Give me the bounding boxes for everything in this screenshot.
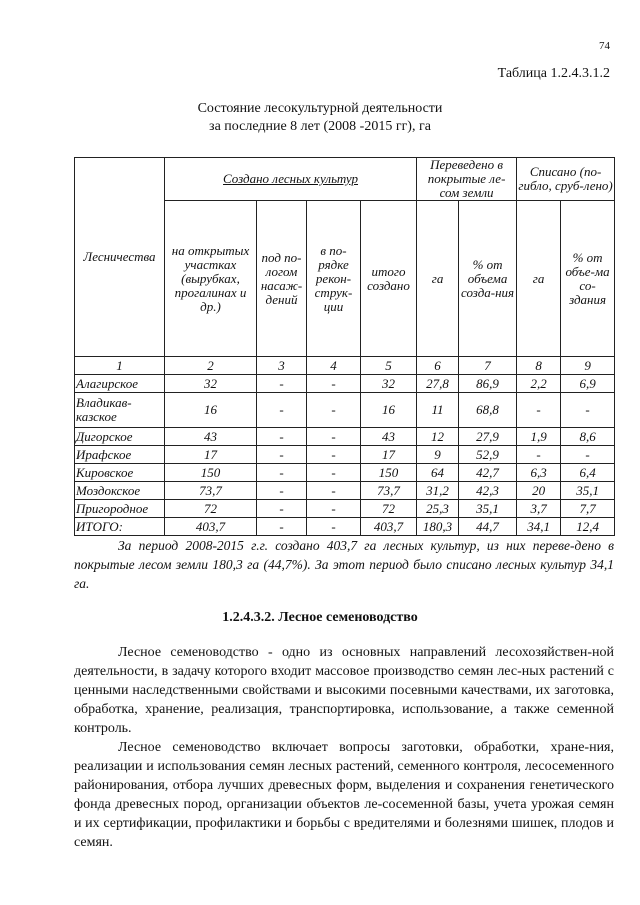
cell: 180,3 (417, 518, 459, 536)
table-row (75, 446, 615, 464)
cell: 32 (361, 375, 417, 393)
cell: 11 (417, 393, 459, 428)
cell: - (257, 393, 307, 428)
column-number: 8 (517, 357, 561, 375)
forestry-name: Владикав-казское (75, 393, 165, 428)
cell: 6,4 (561, 464, 615, 482)
cell: 35,1 (459, 500, 517, 518)
cell: - (307, 446, 361, 464)
cell: - (307, 428, 361, 446)
forestry-name: Дигорское (75, 428, 165, 446)
cell: 12,4 (561, 518, 615, 536)
table-row (75, 428, 615, 446)
col-reconstruction-header: в по-рядке рекон-струк-ции (307, 201, 361, 357)
table-row (75, 464, 615, 482)
cell: - (517, 446, 561, 464)
column-number: 7 (459, 357, 517, 375)
cell: 150 (165, 464, 257, 482)
col-total-created-header: итого создано (361, 201, 417, 357)
paragraph-2: Лесное семеноводство включает вопросы заготовки, обработки, хране-ния, реализации и использования семян лесных растений, семенного контроля, лесосеменного районирования, отбора лучших древесных форм, выделения и сохранения генетического фонда древесных пород, организации объектов ле-сосеменной базы, учета урожая семян и их сертификации, профилактики и борьбы с вредителями и болезнями шишек, плодов и семян. (74, 740, 614, 850)
cell: 52,9 (459, 446, 517, 464)
cell: 73,7 (165, 482, 257, 500)
cell: 31,2 (417, 482, 459, 500)
group-created-header: Создано лесных культур (165, 158, 417, 201)
cell: 6,3 (517, 464, 561, 482)
cell: 72 (165, 500, 257, 518)
col-pct-2-header: % от объе-ма со-здания (561, 201, 615, 357)
cell: 43 (361, 428, 417, 446)
cell: 73,7 (361, 482, 417, 500)
cell: - (257, 518, 307, 536)
col-ha-1-header: га (417, 201, 459, 357)
col-pct-1-header: % от объема созда-ния (459, 201, 517, 357)
table-label: Таблица 1.2.4.3.1.2 (497, 66, 610, 81)
cell: 150 (361, 464, 417, 482)
cell: 16 (361, 393, 417, 428)
table-row (75, 393, 615, 428)
summary-note: За период 2008-2015 г.г. создано 403,7 га лесных культур, из них переве-дено в покрытые лесом земли 180,3 га (44,7%). За этот период было списано лесных культур 34,1 га. (74, 538, 614, 591)
column-number: 9 (561, 357, 615, 375)
cell: 17 (361, 446, 417, 464)
cell: - (257, 482, 307, 500)
cell: 7,7 (561, 500, 615, 518)
cell: 44,7 (459, 518, 517, 536)
paragraph-1: Лесное семеноводство - одно из основных направлений лесохозяйствен-ной деятельности, в задачу которого входит массовое производство семян лес-ных растений с ценными наследственными свойствами и высокими посевными качествами, их заготовка, обработка, хранение, реализация, транспортировка, использование, а также семенной контроль. (74, 645, 614, 736)
column-number: 3 (257, 357, 307, 375)
cell: 1,9 (517, 428, 561, 446)
cell: - (307, 464, 361, 482)
section-heading: 1.2.4.3.2. Лесное семеноводство (222, 610, 418, 625)
cell: - (307, 375, 361, 393)
cell: 27,8 (417, 375, 459, 393)
column-number: 1 (75, 357, 165, 375)
table-caption (0, 100, 640, 136)
column-number-row (75, 357, 615, 375)
cell: 16 (165, 393, 257, 428)
cell: 86,9 (459, 375, 517, 393)
cell: - (307, 393, 361, 428)
cell: 17 (165, 446, 257, 464)
col-under-canopy-header: под по-логом насаж-дений (257, 201, 307, 357)
column-number: 5 (361, 357, 417, 375)
cell: 43 (165, 428, 257, 446)
cell: 20 (517, 482, 561, 500)
col-name-header: Лесничества (75, 158, 165, 357)
cell: 25,3 (417, 500, 459, 518)
cell: - (561, 446, 615, 464)
page-number: 74 (599, 40, 610, 52)
cell: 9 (417, 446, 459, 464)
caption-line-2: за последние 8 лет (2008 -2015 гг), га (209, 119, 431, 134)
table-row-total (75, 518, 615, 536)
forestry-name: Моздокское (75, 482, 165, 500)
header-row-1 (75, 158, 615, 201)
cell: - (517, 393, 561, 428)
caption-line-1: Состояние лесокультурной деятельности (197, 101, 443, 116)
cell: 2,2 (517, 375, 561, 393)
column-number: 4 (307, 357, 361, 375)
col-ha-2-header: га (517, 201, 561, 357)
cell: 42,7 (459, 464, 517, 482)
cell: 64 (417, 464, 459, 482)
group-transferred-header: Переведено в покрытые ле-сом земли (417, 158, 517, 201)
cell: - (257, 375, 307, 393)
cell: - (257, 464, 307, 482)
table-row (75, 375, 615, 393)
cell: - (257, 500, 307, 518)
cell: 68,8 (459, 393, 517, 428)
cell: 3,7 (517, 500, 561, 518)
cell: 6,9 (561, 375, 615, 393)
cell: 32 (165, 375, 257, 393)
col-open-areas-header: на открытых участках (вырубках, прогалинах и др.) (165, 201, 257, 357)
table-row (75, 482, 615, 500)
cell: - (307, 518, 361, 536)
cell: 35,1 (561, 482, 615, 500)
cell: 42,3 (459, 482, 517, 500)
cell: 27,9 (459, 428, 517, 446)
cell: 8,6 (561, 428, 615, 446)
cell: - (257, 428, 307, 446)
forestry-name: ИТОГО: (75, 518, 165, 536)
forestry-name: Ирафское (75, 446, 165, 464)
forestry-name: Алагирское (75, 375, 165, 393)
cell: - (257, 446, 307, 464)
cell: 72 (361, 500, 417, 518)
cell: 34,1 (517, 518, 561, 536)
cell: 12 (417, 428, 459, 446)
column-number: 2 (165, 357, 257, 375)
forestry-name: Кировское (75, 464, 165, 482)
cell: 403,7 (361, 518, 417, 536)
cell: - (307, 482, 361, 500)
cell: - (561, 393, 615, 428)
table-row (75, 500, 615, 518)
cell: - (307, 500, 361, 518)
forestry-name: Пригородное (75, 500, 165, 518)
group-written-off-header: Списано (по-гибло, сруб-лено) (517, 158, 615, 201)
forestry-table (74, 157, 615, 536)
column-number: 6 (417, 357, 459, 375)
cell: 403,7 (165, 518, 257, 536)
